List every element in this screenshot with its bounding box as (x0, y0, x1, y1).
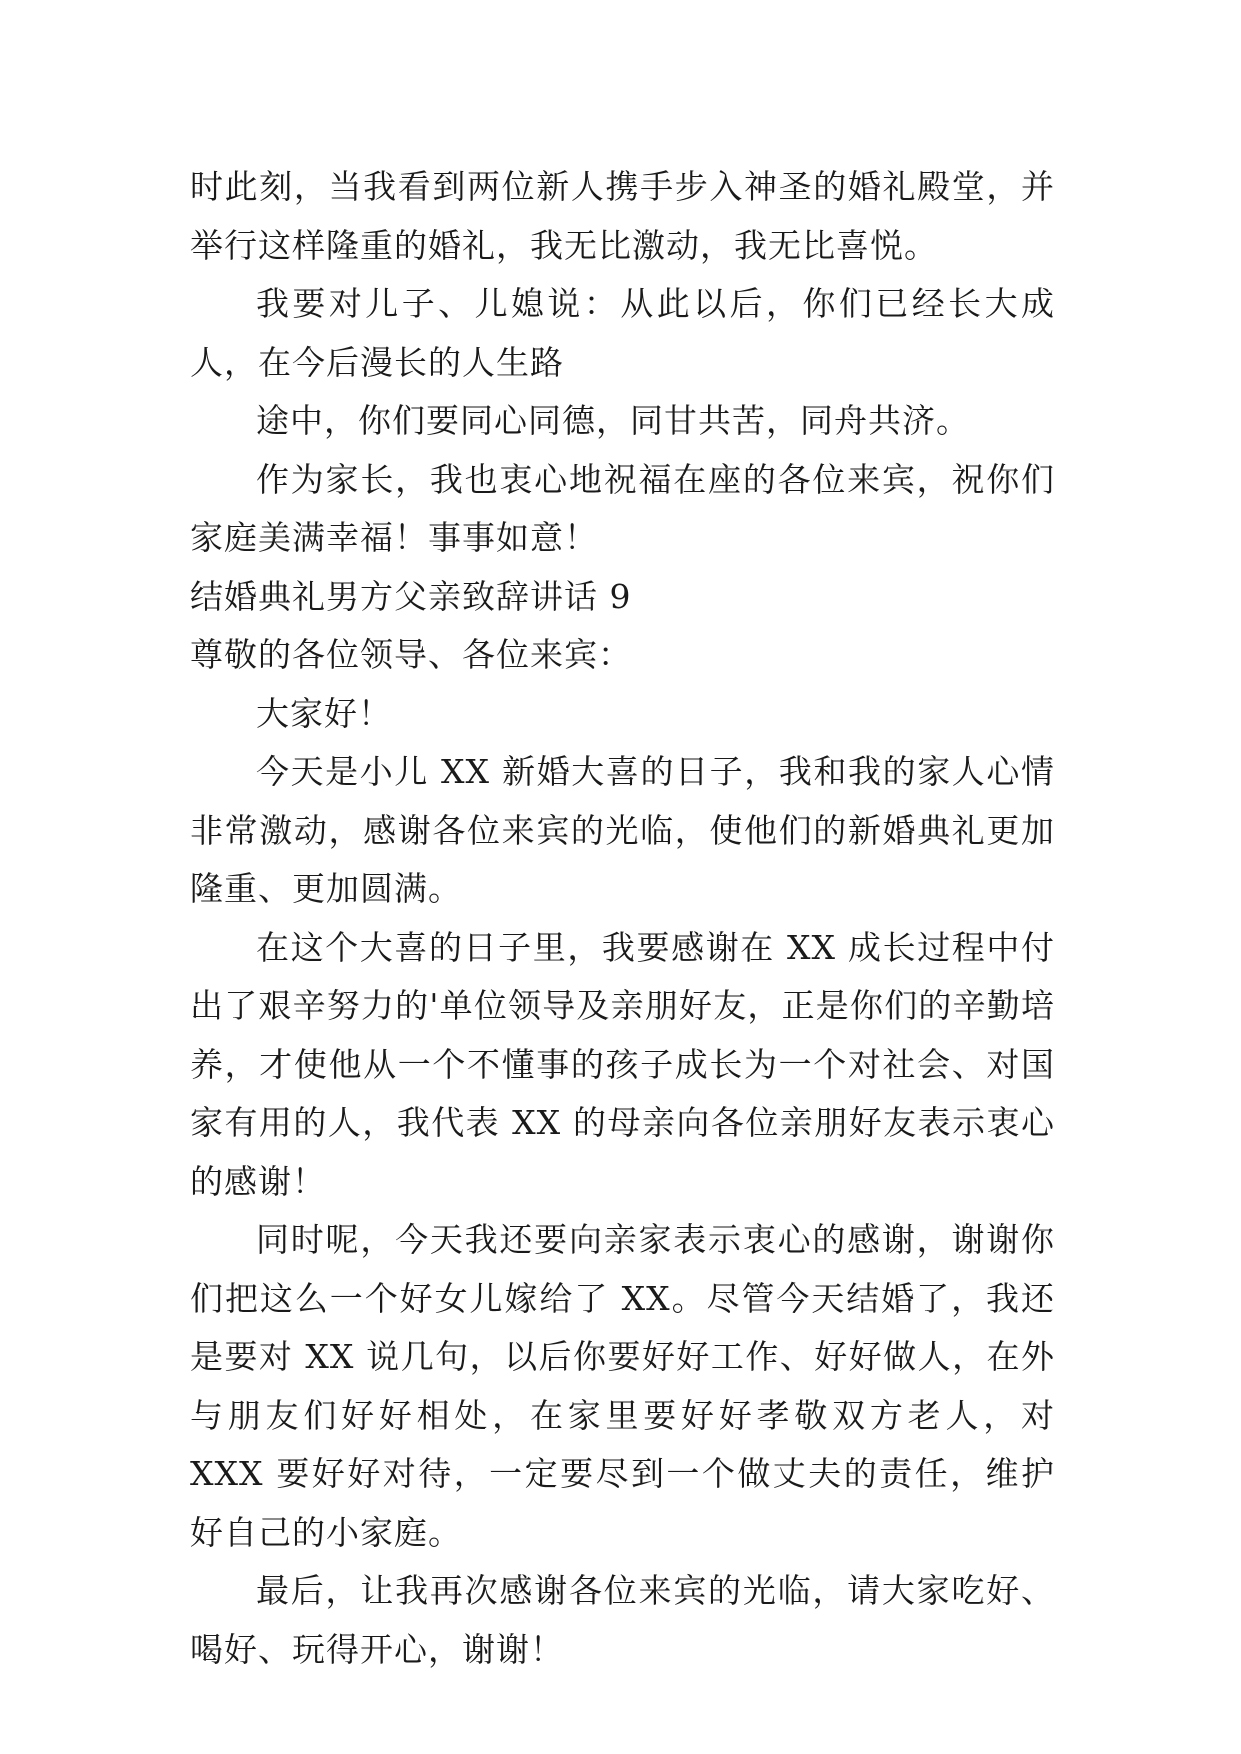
paragraph: 作为家长，我也衷心地祝福在座的各位来宾，祝你们家庭美满幸福！事事如意！ (190, 459, 1055, 557)
paragraph: 途中，你们要同心同德，同甘共苦，同舟共济。 (256, 401, 970, 440)
paragraph: 同时呢，今天我还要向亲家表示衷心的感谢，谢谢你们把这么一个好女儿嫁给了 XX。尽管今天结婚了，我还是要对 XX 说几句，以后你要好好工作、好好做人，在外与朋友们好好相处，在家里要好好孝敬双方老人，对 XXX 要好好对待，一定要尽到一个做丈夫的责任，维护好自己的小家庭。 (190, 1220, 1055, 1552)
salutation: 尊敬的各位领导、各位来宾： (190, 635, 632, 674)
paragraph: 时此刻，当我看到两位新人携手步入神圣的婚礼殿堂，并举行这样隆重的婚礼，我无比激动，我无比喜悦。 (190, 167, 1055, 265)
closing-paragraph: 最后，让我再次感谢各位来宾的光临，请大家吃好、喝好、玩得开心，谢谢！ (190, 1571, 1055, 1669)
paragraph: 今天是小儿 XX 新婚大喜的日子，我和我的家人心情非常激动，感谢各位来宾的光临，使他们的新婚典礼更加隆重、更加圆满。 (190, 752, 1055, 908)
paragraph: 在这个大喜的日子里，我要感谢在 XX 成长过程中付出了艰辛努力的'单位领导及亲朋好友，正是你们的辛勤培养，才使他从一个不懂事的孩子成长为一个对社会、对国家有用的人，我代表 XX 的母亲向各位亲朋好友表示衷心的感谢！ (190, 927, 1055, 1201)
section-heading: 结婚典礼男方父亲致辞讲话 9 (190, 576, 632, 616)
paragraph: 我要对儿子、儿媳说：从此以后，你们已经长大成人，在今后漫长的人生路 (190, 284, 1055, 382)
greeting: 大家好！ (256, 693, 392, 733)
document-body (190, 158, 1055, 1679)
